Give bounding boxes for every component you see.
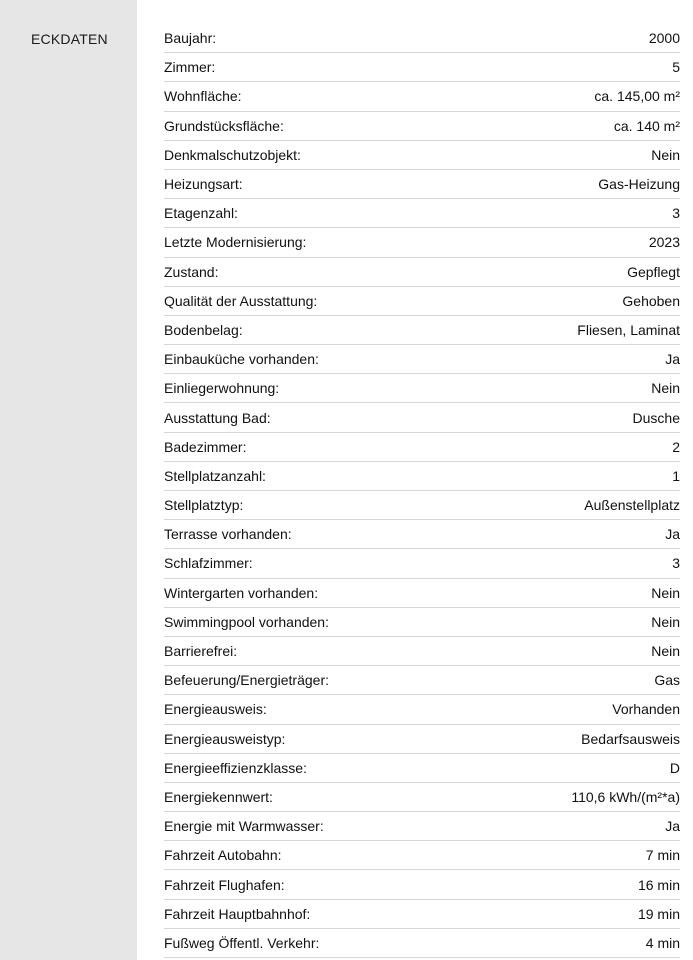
row-label: Befeuerung/Energieträger: — [164, 672, 329, 689]
row-value: 5 — [672, 59, 680, 76]
row-label: Stellplatzanzahl: — [164, 467, 266, 484]
row-value: Nein — [651, 643, 680, 660]
row-label: Zustand: — [164, 263, 219, 280]
row-label: Schlafzimmer: — [164, 555, 253, 572]
row-value: D — [669, 759, 680, 776]
row-value: 19 min — [637, 905, 680, 922]
row-value: 2023 — [648, 234, 680, 251]
row-value: 7 min — [645, 847, 680, 864]
row-label: Fußweg Öffentl. Verkehr: — [164, 934, 320, 951]
row-label: Energiekennwert: — [164, 788, 273, 805]
table-row — [164, 112, 680, 141]
table-row — [164, 725, 680, 754]
table-row — [164, 608, 680, 637]
row-label: Energieausweis: — [164, 701, 267, 718]
row-value: 4 min — [645, 934, 680, 951]
table-row — [164, 228, 680, 257]
row-label: Energieausweistyp: — [164, 730, 286, 747]
row-label: Fahrzeit Flughafen: — [164, 876, 285, 893]
table-row — [164, 82, 680, 111]
table-row — [164, 316, 680, 345]
row-value: 1 — [672, 467, 680, 484]
row-value: Fliesen, Laminat — [577, 321, 680, 338]
table-row — [164, 53, 680, 82]
row-value: Vorhanden — [612, 701, 680, 718]
row-label: Wintergarten vorhanden: — [164, 584, 319, 601]
row-value: Nein — [651, 613, 680, 630]
row-value: 16 min — [637, 876, 680, 893]
table-row — [164, 345, 680, 374]
row-value: Nein — [651, 380, 680, 397]
key-data-table — [164, 24, 680, 958]
row-value: ca. 145,00 m² — [594, 88, 680, 105]
row-label: Terrasse vorhanden: — [164, 526, 292, 543]
row-value: Gas — [654, 672, 680, 689]
row-label: Fahrzeit Autobahn: — [164, 847, 282, 864]
table-row — [164, 783, 680, 812]
table-row — [164, 754, 680, 783]
table-row — [164, 374, 680, 403]
table-row — [164, 24, 680, 53]
section-sidebar — [0, 0, 137, 960]
row-value: Ja — [665, 351, 680, 368]
row-value: Nein — [651, 584, 680, 601]
row-label: Einbauküche vorhanden: — [164, 351, 319, 368]
row-label: Einliegerwohnung: — [164, 380, 280, 397]
row-label: Badezimmer: — [164, 438, 247, 455]
row-value: Gehoben — [622, 292, 680, 309]
table-row — [164, 549, 680, 578]
row-label: Energieeffizienzklasse: — [164, 759, 307, 776]
row-label: Heizungsart: — [164, 176, 243, 193]
table-row — [164, 258, 680, 287]
row-label: Zimmer: — [164, 59, 216, 76]
table-row — [164, 491, 680, 520]
row-value: Gepflegt — [627, 263, 680, 280]
table-row — [164, 433, 680, 462]
table-row — [164, 812, 680, 841]
table-row — [164, 287, 680, 316]
row-label: Bodenbelag: — [164, 321, 243, 338]
row-value: 2 — [672, 438, 680, 455]
table-row — [164, 637, 680, 666]
row-label: Fahrzeit Hauptbahnhof: — [164, 905, 311, 922]
table-row — [164, 870, 680, 899]
table-row — [164, 841, 680, 870]
row-label: Denkmalschutzobjekt: — [164, 146, 301, 163]
row-value: Nein — [651, 146, 680, 163]
row-label: Baujahr: — [164, 30, 217, 47]
row-label: Stellplatztyp: — [164, 497, 244, 514]
table-row — [164, 900, 680, 929]
row-label: Energie mit Warmwasser: — [164, 818, 324, 835]
row-label: Letzte Modernisierung: — [164, 234, 307, 251]
row-value: 3 — [672, 205, 680, 222]
row-label: Etagenzahl: — [164, 205, 238, 222]
row-value: Außenstellplatz — [584, 497, 680, 514]
row-label: Barrierefrei: — [164, 643, 238, 660]
table-row — [164, 462, 680, 491]
row-label: Grundstücksfläche: — [164, 117, 284, 134]
row-label: Qualität der Ausstattung: — [164, 292, 318, 309]
row-value: 3 — [672, 555, 680, 572]
row-value: Ja — [665, 526, 680, 543]
section-title: ECKDATEN — [31, 31, 108, 47]
row-value: 2000 — [648, 30, 680, 47]
table-row — [164, 666, 680, 695]
row-label: Swimmingpool vorhanden: — [164, 613, 329, 630]
row-label: Ausstattung Bad: — [164, 409, 271, 426]
table-row — [164, 141, 680, 170]
table-row — [164, 170, 680, 199]
row-value: Bedarfsausweis — [581, 730, 680, 747]
table-row — [164, 403, 680, 432]
row-label: Wohnfläche: — [164, 88, 242, 105]
row-value: ca. 140 m² — [613, 117, 680, 134]
table-row — [164, 695, 680, 724]
table-row — [164, 929, 680, 958]
table-row — [164, 579, 680, 608]
table-row — [164, 520, 680, 549]
table-row — [164, 199, 680, 228]
row-value: Ja — [665, 818, 680, 835]
row-value: Dusche — [632, 409, 680, 426]
row-value: Gas-Heizung — [598, 176, 680, 193]
row-value: 110,6 kWh/(m²*a) — [571, 788, 680, 805]
